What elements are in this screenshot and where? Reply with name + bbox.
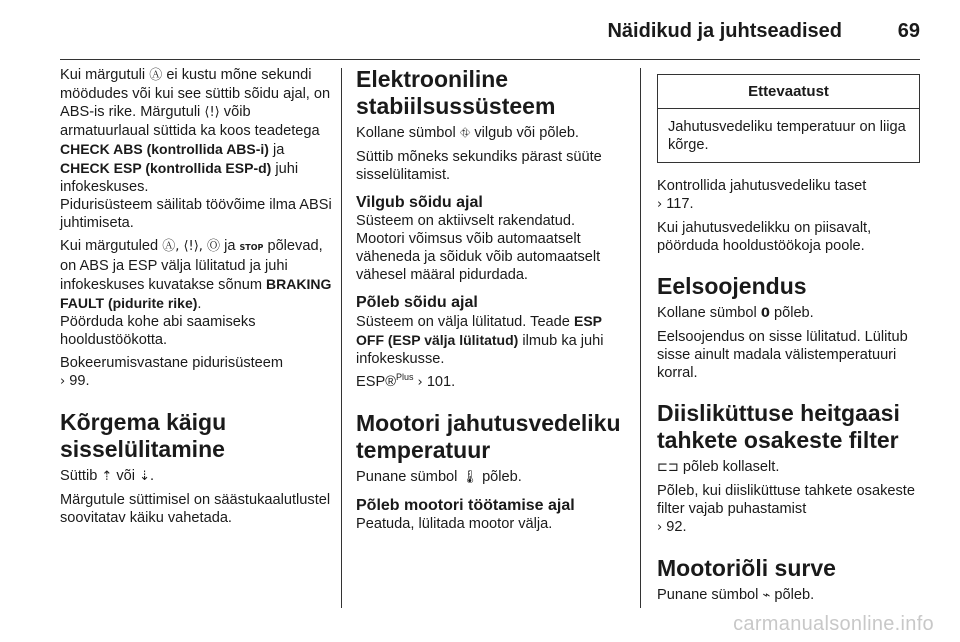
abs-fault-paragraph: Kui märgutuli Ⓐ ei kustu mõne sekundi möödudes või kui see süttib sõidu ajal, on ABS-is rike. Märgutuli ⟨!⟩ võib armatuurlaual süttida ka koos teadetega CHECK ABS (kontrollida ABS-i) ja CHECK ESP (kontrollida ESP-d) juhi infokeskuses. Pidurisüsteem säilitab töövõime ilma ABSi juhtimiseta. (60, 67, 332, 231)
shift-down-icon: ⇣ (139, 469, 150, 484)
column-divider-2 (640, 68, 641, 608)
diesel-particle-filter-icon: ⊏⊐ (657, 460, 679, 475)
reference-arrow-icon: › (657, 197, 663, 212)
esp-symbol-paragraph: Kollane sümbol ⛗ vilgub või põleb. (356, 125, 579, 141)
caution-title: Ettevaatust (658, 75, 919, 109)
caution-box (657, 74, 920, 163)
coolant-service-paragraph: Kui jahutusvedelikku on piisavalt, pöörduda hooldustöökoja poole. (657, 220, 872, 254)
reference-link-92[interactable]: 92. (666, 519, 687, 535)
coolant-check-paragraph: Kontrollida jahutusvedeliku taset › 117. (657, 178, 867, 212)
watermark: carmanualsonline.info (733, 613, 934, 635)
reference-link-101[interactable]: 101. (426, 374, 456, 390)
preheat-paragraph: Eelsoojendus on sisse lülitatud. Lülitub sisse ainult madala välistemperatuuri korral. (657, 329, 908, 381)
abs-icon: Ⓐ, (162, 239, 180, 254)
coolant-temperature-icon: 🌡 (461, 470, 478, 485)
column-2 (356, 66, 626, 538)
preheat-symbol-paragraph: Kollane sümbol 𝟬 põleb. (657, 305, 814, 321)
glow-plug-icon: 𝟬 (760, 306, 770, 321)
esp-blink-paragraph: Süsteem on aktiivselt rakendatud. Mootori võimsus võib automaatselt väheneda ja sõiduk võib automaatselt vähesel määral pidurdada. (356, 213, 601, 283)
heading-lit-engine-running: Põleb mootori töötamise ajal (356, 497, 575, 514)
dpf-symbol-paragraph: ⊏⊐ põleb kollaselt. (657, 459, 780, 475)
column-divider-1 (341, 68, 342, 608)
esp-off-paragraph: Süsteem on välja lülitatud. Teade ESP OFF (ESP välja lülitatud) ilmub ka juhi infokeskusse. (356, 313, 604, 367)
oil-symbol-paragraph: Punane sümbol ⌁ põleb. (657, 587, 815, 603)
esp-startup-paragraph: Süttib mõneks sekundiks pärast süüte sisselülitamist. (356, 149, 602, 183)
brake-circle-icon: Ⓞ (207, 239, 221, 254)
brake-warning-icon: ⟨!⟩, (183, 239, 203, 254)
heading-oil-pressure: Mootoriõli surve (657, 555, 836, 581)
reference-arrow-icon: › (657, 520, 663, 535)
caution-body: Jahutusvedeliku temperatuur on liiga kõrge. (668, 119, 906, 153)
coolant-symbol-paragraph: Punane sümbol 🌡 põleb. (356, 469, 522, 485)
oil-can-icon: ⌁ (762, 588, 771, 603)
heading-lit-while-driving: Põleb sõidu ajal (356, 294, 478, 311)
heading-coolant-temp: Mootori jahutusvedeliku temperatuur (356, 410, 621, 463)
column-1 (60, 66, 335, 532)
shift-up-icon: ⇡ (101, 469, 113, 484)
page-number: 69 (897, 20, 920, 42)
heading-esp: Elektrooniline stabiilsussüsteem (356, 66, 556, 119)
heading-gear-shift: Kõrgema käigu sisselülitamine (60, 409, 227, 462)
coolant-action-paragraph: Peatuda, lülitada mootor välja. (356, 516, 553, 532)
reference-arrow-icon: › (60, 374, 66, 389)
heading-preheat: Eelsoojendus (657, 273, 807, 299)
reference-link-117[interactable]: 117. (666, 196, 694, 212)
reference-arrow-icon: › (417, 375, 423, 390)
header-divider (60, 59, 920, 60)
gear-shift-paragraph: Süttib ⇡ või ⇣. (60, 468, 155, 484)
esp-car-skid-icon: ⛗ (459, 126, 471, 141)
brake-warning-icon: ⟨!⟩ (204, 105, 220, 120)
stop-icon: STOP (239, 243, 264, 252)
column-3 (657, 66, 920, 610)
abs-icon: Ⓐ (149, 68, 163, 83)
abs-reference-paragraph: Bokeerumisvastane pidurisüsteem › 99. (60, 355, 284, 389)
heading-blinking: Vilgub sõidu ajal (356, 194, 483, 211)
section-title: Näidikud ja juhtseadised (607, 20, 842, 42)
gear-shift-note: Märgutule süttimisel on säästukaalutlustel soovitatav käiku vahetada. (60, 492, 331, 526)
dpf-paragraph: Põleb, kui diisliküttuse tahkete osakeste filter vajab puhastamist › 92. (657, 483, 915, 535)
esp-plus-reference: ESP®$^{Plus}$ › 101. (356, 372, 456, 390)
heading-dpf: Diisliküttuse heitgaasi tahkete osakeste filter (657, 400, 900, 453)
abs-esp-off-paragraph: Kui märgutuled Ⓐ, ⟨!⟩, Ⓞ ja STOP põlevad, on ABS ja ESP välja lülitatud ja juhi infokeskuses kuvatakse sõnum BRAKING FAULT (pidurite rike). Pöörduda kohe abi saamiseks hooldustöökotta. (60, 238, 332, 348)
page-header (0, 0, 960, 56)
reference-link-99[interactable]: 99. (69, 373, 90, 389)
